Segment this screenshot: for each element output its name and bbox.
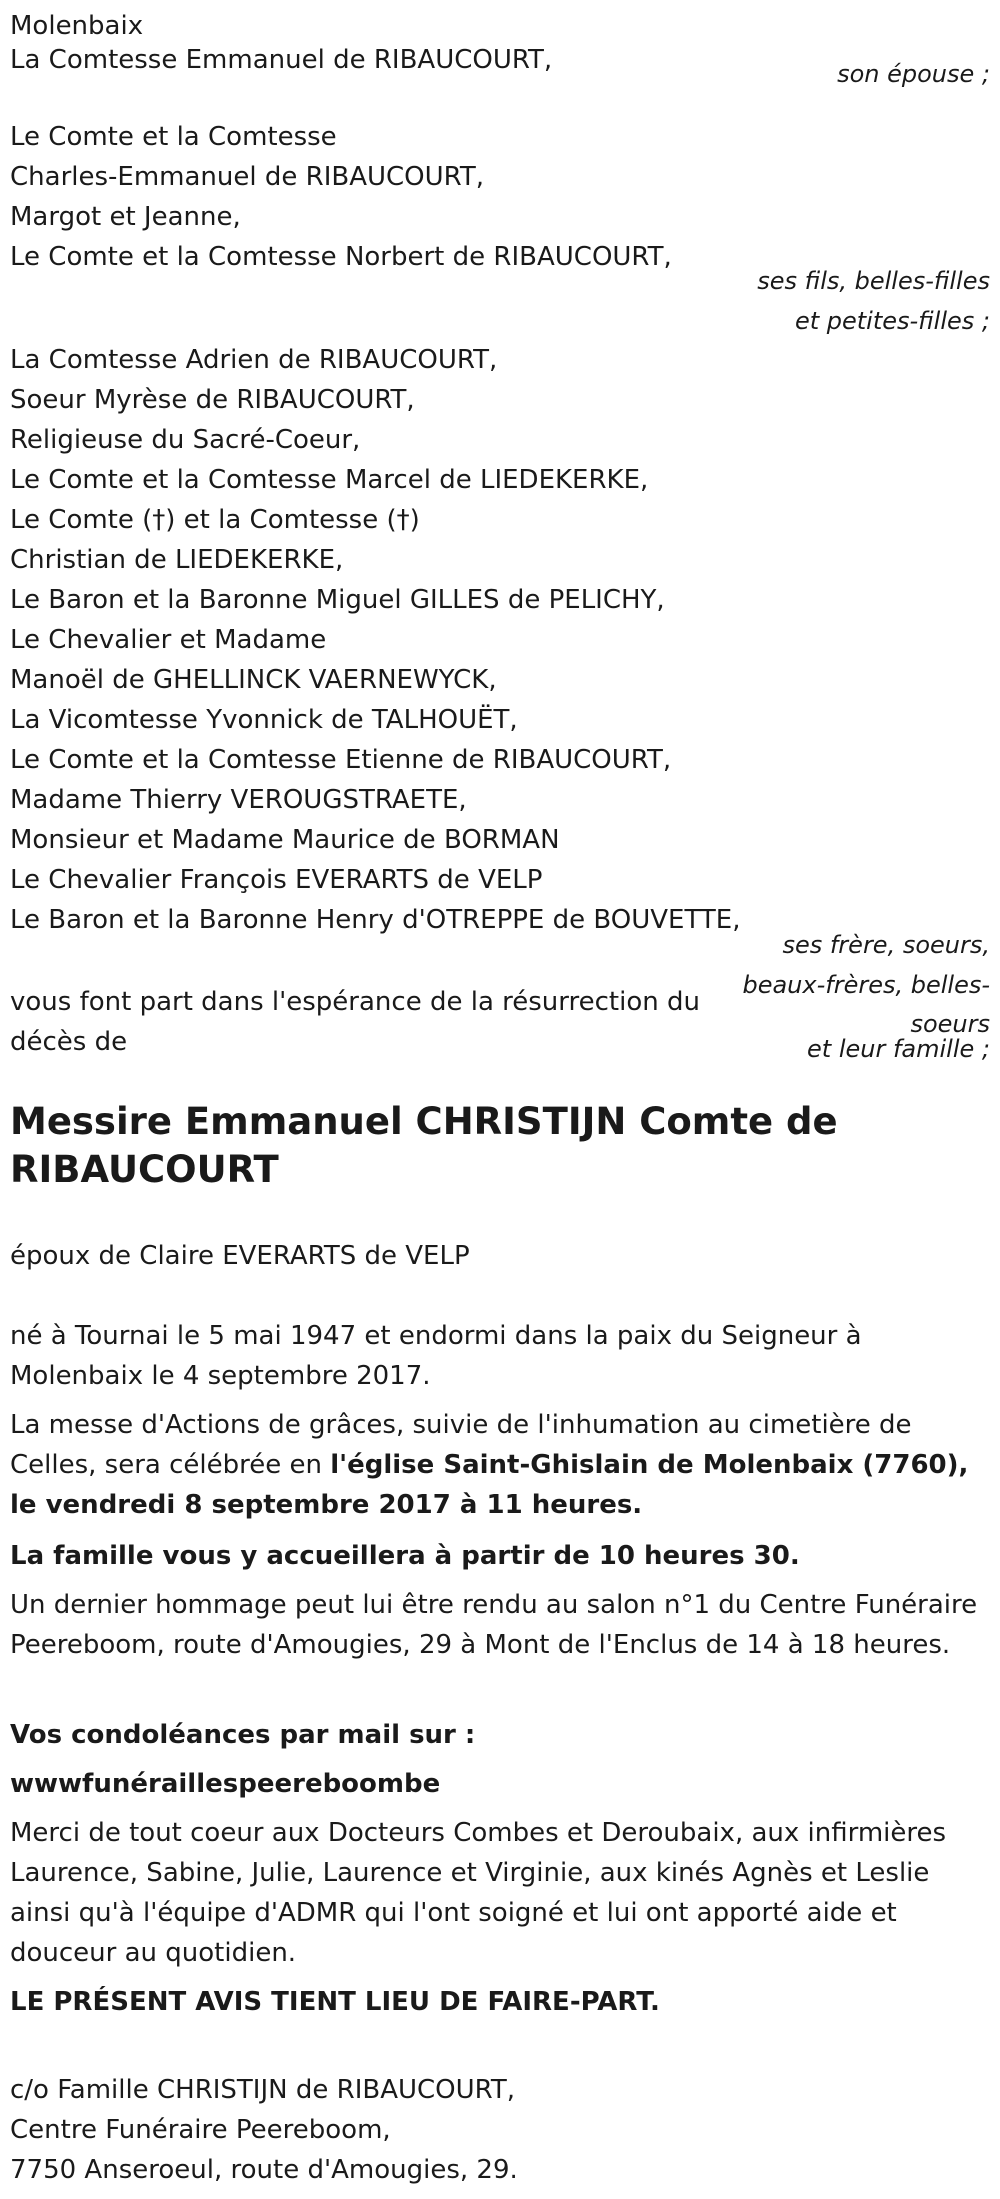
announcement-line: vous font part dans l'espérance de la résurrection du: [10, 987, 700, 1017]
family-line: Madame Thierry VEROUGSTRAETE,: [10, 785, 467, 815]
children-role: ses fils, belles-filles: [757, 267, 990, 295]
birth-death-paragraph: né à Tournai le 5 mai 1947 et endormi dans la paix du Seigneur à Molenbaix le 4 septembre 2017.: [10, 1321, 862, 1391]
mass-intro: La messe d'Actions de grâces, suivie de l'inhumation au cimetière de Celles, sera célébrée en: [10, 1410, 912, 1480]
family-line: Le Comte (†) et la Comtesse (†): [10, 505, 420, 535]
family-line: La Vicomtesse Yvonnick de TALHOUËT,: [10, 705, 518, 735]
family-line: Charles-Emmanuel de RIBAUCOURT,: [10, 162, 484, 192]
family-line: Le Chevalier et Madame: [10, 625, 327, 655]
siblings-role: beaux-frères, belles-: [742, 971, 990, 999]
spouse-name: La Comtesse Emmanuel de RIBAUCOURT,: [10, 45, 553, 75]
family-line: Le Baron et la Baronne Henry d'OTREPPE de BOUVETTE,: [10, 905, 741, 935]
spouse-of: époux de Claire EVERARTS de VELP: [10, 1241, 470, 1271]
family-line: Le Comte et la Comtesse: [10, 122, 337, 152]
mass-location-time: l'église Saint-Ghislain de Molenbaix (7760), le vendredi 8 septembre 2017 à 11 heures.: [10, 1450, 969, 1520]
address-line: Centre Funéraire Peereboom,: [10, 2115, 391, 2145]
thanks-paragraph: Merci de tout coeur aux Docteurs Combes et Deroubaix, aux infirmières Laurence, Sabine, Julie, Laurence et Virginie, aux kinés Agnès et Leslie ainsi qu'à l'équipe d'ADMR qui l'ont soigné et lui ont apporté aide et douceur au quotidien.: [10, 1818, 947, 1968]
family-line: Margot et Jeanne,: [10, 202, 241, 232]
family-line: Le Comte et la Comtesse Etienne de RIBAUCOURT,: [10, 745, 672, 775]
siblings-role: ses frère, soeurs,: [782, 931, 990, 959]
family-line: Soeur Myrèse de RIBAUCOURT,: [10, 385, 415, 415]
deceased-name-line: Messire Emmanuel CHRISTIJN Comte de: [10, 1100, 838, 1143]
reception-note: La famille vous y accueillera à partir de 10 heures 30.: [10, 1541, 800, 1571]
address-line: 7750 Anseroeul, route d'Amougies, 29.: [10, 2155, 518, 2185]
announcement-line: décès de: [10, 1027, 128, 1057]
family-line: La Comtesse Adrien de RIBAUCOURT,: [10, 345, 498, 375]
condolences-label: Vos condoléances par mail sur :: [10, 1720, 476, 1750]
siblings-role: et leur famille ;: [807, 1035, 990, 1063]
spouse-role: son épouse ;: [837, 60, 990, 88]
family-line: Le Comte et la Comtesse Marcel de LIEDEKERKE,: [10, 465, 649, 495]
mass-paragraph: [10, 1405, 995, 1525]
siblings-role: soeurs: [910, 1010, 990, 1038]
family-line: Religieuse du Sacré-Coeur,: [10, 425, 361, 455]
condolences-website[interactable]: wwwfunéraillespeereboombe: [10, 1769, 441, 1799]
family-line: Le Baron et la Baronne Miguel GILLES de PELICHY,: [10, 585, 665, 615]
family-line: Manoël de GHELLINCK VAERNEWYCK,: [10, 665, 497, 695]
deceased-name: [10, 1098, 970, 1194]
family-line: Monsieur et Madame Maurice de BORMAN: [10, 825, 560, 855]
deceased-name-line: RIBAUCOURT: [10, 1148, 279, 1191]
family-line: Le Comte et la Comtesse Norbert de RIBAUCOURT,: [10, 242, 672, 272]
address-line: c/o Famille CHRISTIJN de RIBAUCOURT,: [10, 2075, 515, 2105]
family-line: Le Chevalier François EVERARTS de VELP: [10, 865, 543, 895]
tribute-paragraph: Un dernier hommage peut lui être rendu au salon n°1 du Centre Funéraire Peereboom, route d'Amougies, 29 à Mont de l'Enclus de 14 à 18 heures.: [10, 1590, 978, 1660]
place-heading: Molenbaix: [10, 11, 144, 41]
family-line: Christian de LIEDEKERKE,: [10, 545, 344, 575]
children-role: et petites-filles ;: [794, 307, 990, 335]
notice: LE PRÉSENT AVIS TIENT LIEU DE FAIRE-PART.: [10, 1987, 660, 2017]
